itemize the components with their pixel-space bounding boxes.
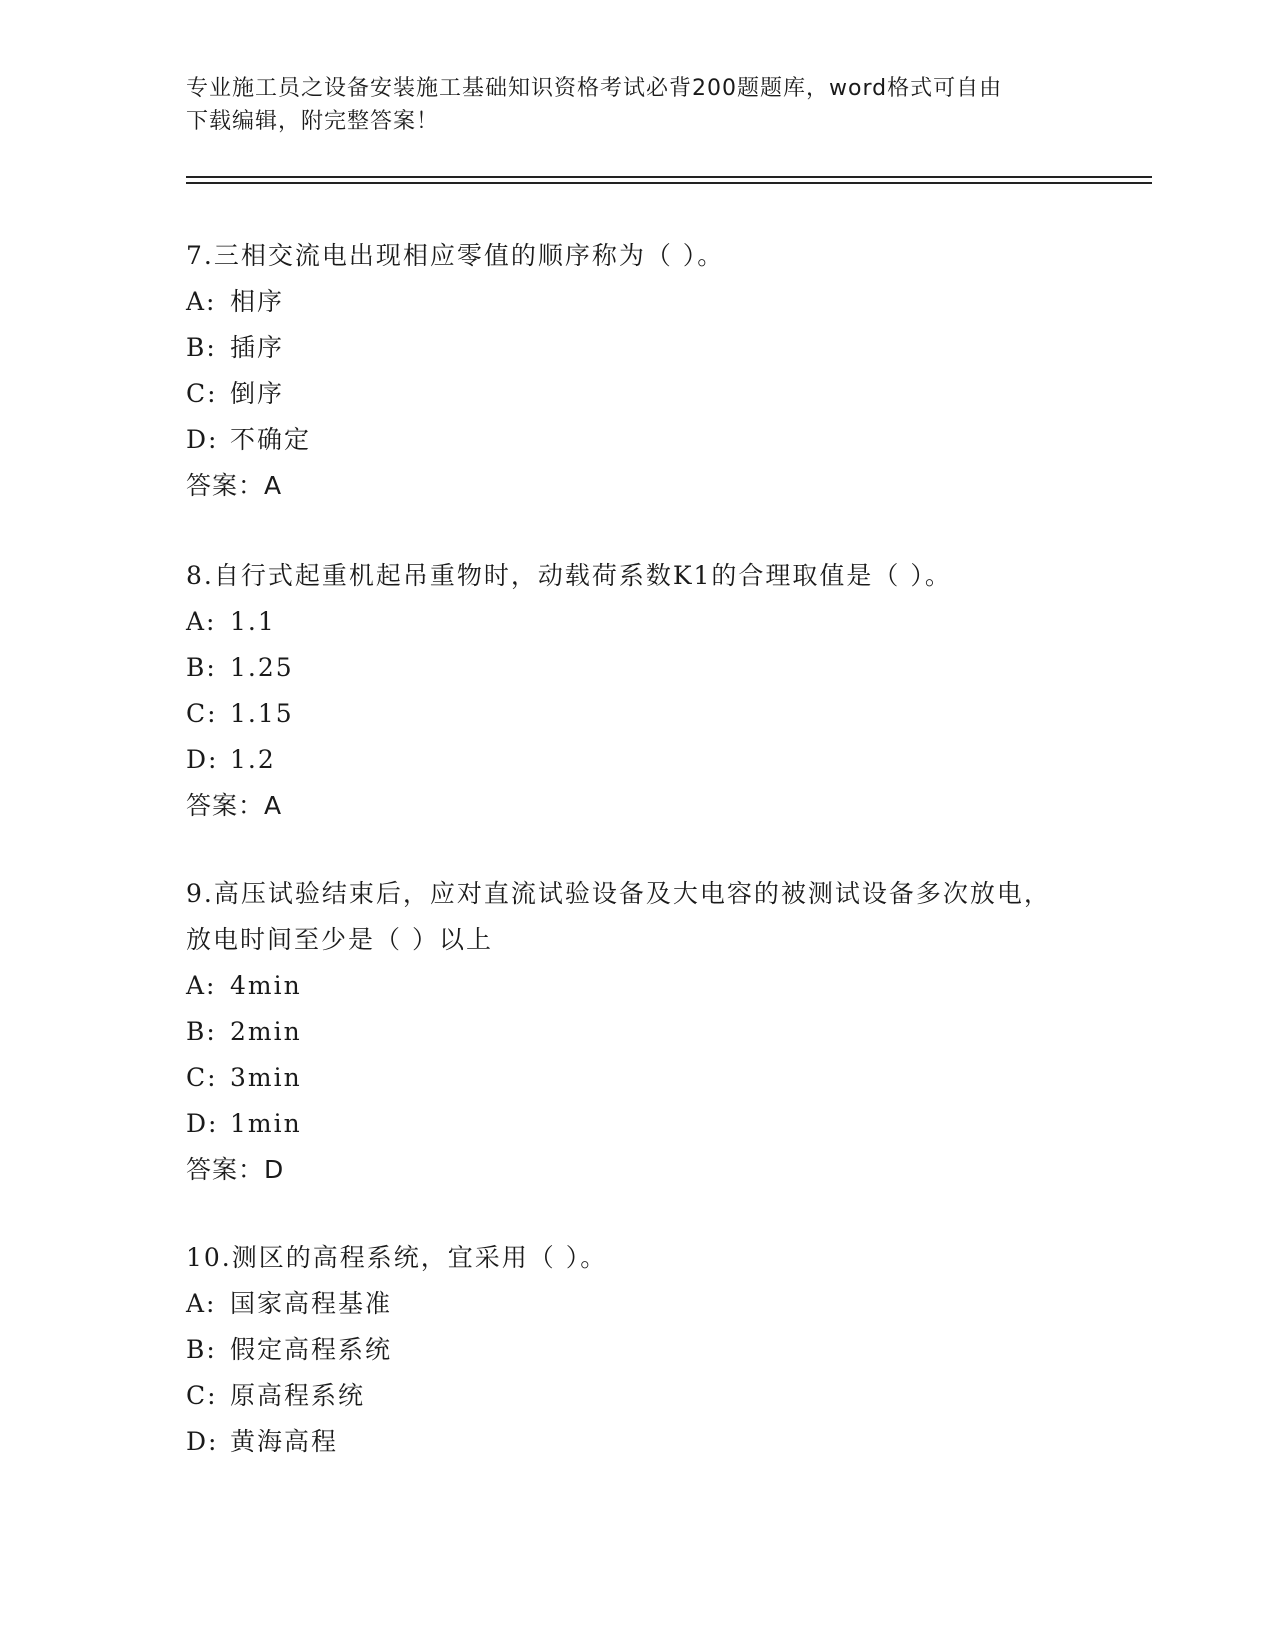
option-text: 国家高程基准 [230, 1289, 393, 1318]
option-text: 2min [230, 1017, 302, 1046]
answer-line: 答案：A [186, 471, 283, 500]
option-letter: C: [186, 1381, 218, 1410]
option-a [186, 279, 1066, 325]
question-9 [186, 871, 1066, 1193]
option-b [186, 1009, 1066, 1055]
option-letter: B: [186, 333, 217, 362]
option-a [186, 963, 1066, 1009]
option-letter: A: [186, 1289, 217, 1318]
question-7 [186, 233, 1066, 509]
option-text: 1.25 [230, 653, 294, 682]
option-text: 3min [230, 1063, 302, 1092]
question-text: 7.三相交流电出现相应零值的顺序称为（ ）。 [186, 241, 725, 270]
option-text: 1.15 [230, 699, 294, 728]
option-text: 1min [230, 1109, 302, 1138]
header-divider-bottom [186, 182, 1152, 184]
option-text: 插序 [230, 333, 285, 362]
option-c [186, 1055, 1066, 1101]
option-text: 不确定 [230, 425, 312, 454]
option-text: 假定高程系统 [230, 1335, 393, 1364]
option-letter: A: [186, 287, 217, 316]
option-text: 1.1 [230, 607, 276, 636]
option-b [186, 1327, 1066, 1373]
option-c [186, 691, 1066, 737]
option-letter: A: [186, 607, 217, 636]
option-letter: D: [186, 425, 219, 454]
question-10 [186, 1235, 1066, 1465]
option-text: 1.2 [230, 745, 276, 774]
option-d [186, 417, 1066, 463]
option-text: 相序 [230, 287, 285, 316]
option-text: 黄海高程 [230, 1427, 339, 1456]
option-a [186, 599, 1066, 645]
header-divider-top [186, 176, 1152, 178]
option-text: 倒序 [230, 379, 285, 408]
option-letter: B: [186, 1335, 217, 1364]
option-a [186, 1281, 1066, 1327]
option-letter: D: [186, 1427, 219, 1456]
option-c [186, 371, 1066, 417]
option-d [186, 737, 1066, 783]
question-8 [186, 553, 1066, 829]
option-letter: D: [186, 1109, 219, 1138]
document-header [186, 72, 1066, 138]
option-c [186, 1373, 1066, 1419]
option-text: 4min [230, 971, 302, 1000]
option-text: 原高程系统 [230, 1381, 366, 1410]
option-letter: B: [186, 1017, 217, 1046]
option-d [186, 1101, 1066, 1147]
header-line-2: 下载编辑，附完整答案！ [186, 109, 440, 134]
option-letter: C: [186, 1063, 218, 1092]
question-text: 10.测区的高程系统，宜采用（ ）。 [186, 1243, 608, 1272]
option-b [186, 645, 1066, 691]
answer-line: 答案：A [186, 791, 283, 820]
option-letter: A: [186, 971, 217, 1000]
option-d [186, 1419, 1066, 1465]
option-letter: D: [186, 745, 219, 774]
option-b [186, 325, 1066, 371]
header-line-1: 专业施工员之设备安装施工基础知识资格考试必背200题题库，word格式可自由 [186, 76, 1003, 101]
option-letter: C: [186, 699, 218, 728]
option-letter: C: [186, 379, 218, 408]
answer-line: 答案：D [186, 1155, 285, 1184]
question-text: 9.高压试验结束后，应对直流试验设备及大电容的被测试设备多次放电，放电时间至少是（ ）以上 [186, 879, 1051, 954]
option-letter: B: [186, 653, 217, 682]
question-text: 8.自行式起重机起吊重物时，动载荷系数K1的合理取值是（ ）。 [186, 561, 952, 590]
